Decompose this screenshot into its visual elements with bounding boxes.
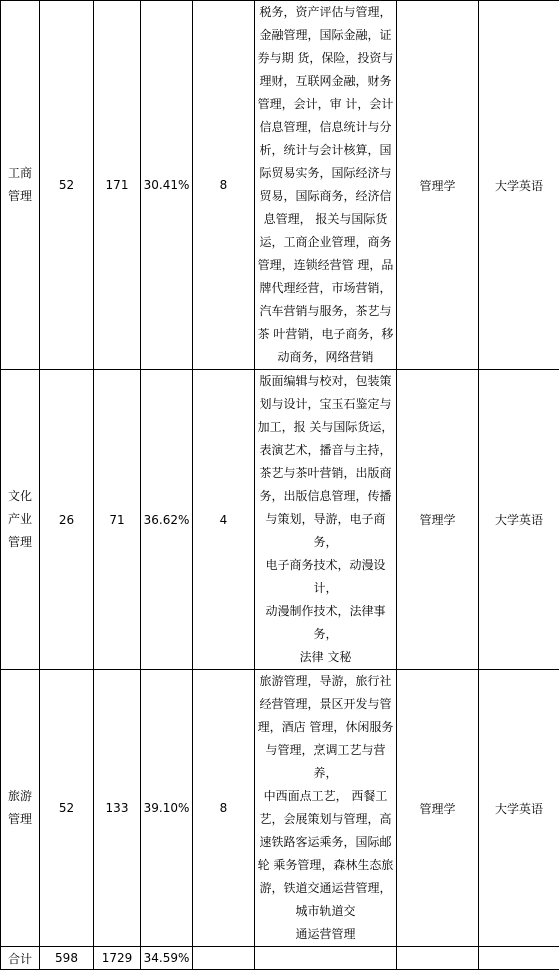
- major-line: 动漫制作技术，法律事务，: [255, 600, 396, 646]
- total-col3: 1729: [94, 947, 141, 970]
- major-line: 信息管理，信息统计与分: [255, 116, 396, 139]
- major-line: 动商务，网络营销: [255, 346, 396, 369]
- col3-value: 133: [94, 670, 141, 947]
- col3-value: 171: [94, 1, 141, 370]
- major-line: 艺，会展策划与管理，高: [255, 808, 396, 831]
- major-line: 与管理，烹调工艺与营养，: [255, 739, 396, 785]
- total-col2: 598: [40, 947, 94, 970]
- col2-value: 52: [40, 670, 94, 947]
- table-row-wenhua: [1, 370, 559, 670]
- major-line: 中西面点工艺， 西餐工: [255, 785, 396, 808]
- major-line: 电子商务技术，动漫设计，: [255, 554, 396, 600]
- majors-cell: [255, 670, 397, 947]
- major-line: 法律 文秘: [255, 646, 396, 669]
- row-name-line: 管理: [1, 185, 39, 208]
- major-line: 金融管理，国际金融，证: [255, 24, 396, 47]
- row-name-line: 产业: [1, 508, 39, 531]
- empty-cell: [479, 947, 559, 970]
- major-line: 速铁路客运乘务，国际邮: [255, 831, 396, 854]
- major-line: 划与设计，宝玉石鉴定与: [255, 393, 396, 416]
- col3-value: 71: [94, 370, 141, 670]
- major-line: 轮 乘务管理，森林生态旅: [255, 854, 396, 877]
- discipline-value: 管理学: [397, 670, 479, 947]
- major-line: 税务，资产评估与管理，: [255, 1, 396, 24]
- row-name-line: 文化: [1, 485, 39, 508]
- majors-cell: [255, 1, 397, 370]
- major-line: 息管理， 报关与国际货: [255, 208, 396, 231]
- table-row-gongshang: [1, 1, 559, 370]
- empty-cell: [397, 947, 479, 970]
- col2-value: 52: [40, 1, 94, 370]
- percent-value: 39.10%: [141, 670, 193, 947]
- major-line: 旅游管理，导游，旅行社: [255, 670, 396, 693]
- major-line: 理，酒店 管理，休闲服务: [255, 716, 396, 739]
- major-line: 牌代理经营，市场营销，: [255, 277, 396, 300]
- row-name: [1, 370, 40, 670]
- major-line: 际贸易实务，国际经济与: [255, 162, 396, 185]
- major-line: 汽车营销与服务，茶艺与: [255, 300, 396, 323]
- percent-value: 36.62%: [141, 370, 193, 670]
- major-line: 与策划，导游，电子商务，: [255, 508, 396, 554]
- exam-value: 大学英语: [479, 370, 559, 670]
- major-line: 经营管理，景区开发与管: [255, 693, 396, 716]
- total-percent: 34.59%: [141, 947, 193, 970]
- major-line: 理财，互联网金融，财务: [255, 70, 396, 93]
- major-line: 茶 叶营销，电子商务，移: [255, 323, 396, 346]
- discipline-value: 管理学: [397, 370, 479, 670]
- major-line: 加工，报 关与国际货运，: [255, 416, 396, 439]
- col2-value: 26: [40, 370, 94, 670]
- row-name-line: 管理: [1, 808, 39, 831]
- major-line: 版面编辑与校对，包装策: [255, 370, 396, 393]
- empty-cell: [193, 947, 255, 970]
- row-name: [1, 1, 40, 370]
- percent-value: 30.41%: [141, 1, 193, 370]
- major-line: 管理，会计，审 计，会计: [255, 93, 396, 116]
- empty-cell: [255, 947, 397, 970]
- major-line: 务，出版信息管理，传播: [255, 485, 396, 508]
- col5-value: 4: [193, 370, 255, 670]
- row-name-line: 旅游: [1, 785, 39, 808]
- major-line: 通运营管理: [255, 923, 396, 946]
- majors-cell: [255, 370, 397, 670]
- discipline-value: 管理学: [397, 1, 479, 370]
- table-row-total: [1, 947, 559, 970]
- major-line: 表演艺术，播音与主持，: [255, 439, 396, 462]
- row-name-line: 管理: [1, 531, 39, 554]
- table-row-lvyou: [1, 670, 559, 947]
- exam-value: 大学英语: [479, 670, 559, 947]
- major-line: 游，铁道交通运营管理，: [255, 877, 396, 900]
- row-name-line: 工商: [1, 162, 39, 185]
- major-line: 城市轨道交: [255, 900, 396, 923]
- major-line: 析，统计与会计核算，国: [255, 139, 396, 162]
- col5-value: 8: [193, 670, 255, 947]
- total-label: 合计: [1, 947, 40, 970]
- major-line: 运，工商企业管理，商务: [255, 231, 396, 254]
- major-line: 贸易，国际商务，经济信: [255, 185, 396, 208]
- exam-value: 大学英语: [479, 1, 559, 370]
- major-line: 券与期 货，保险，投资与: [255, 47, 396, 70]
- row-name: [1, 670, 40, 947]
- col5-value: 8: [193, 1, 255, 370]
- major-line: 茶艺与茶叶营销，出版商: [255, 462, 396, 485]
- major-line: 管理，连锁经营管 理，品: [255, 254, 396, 277]
